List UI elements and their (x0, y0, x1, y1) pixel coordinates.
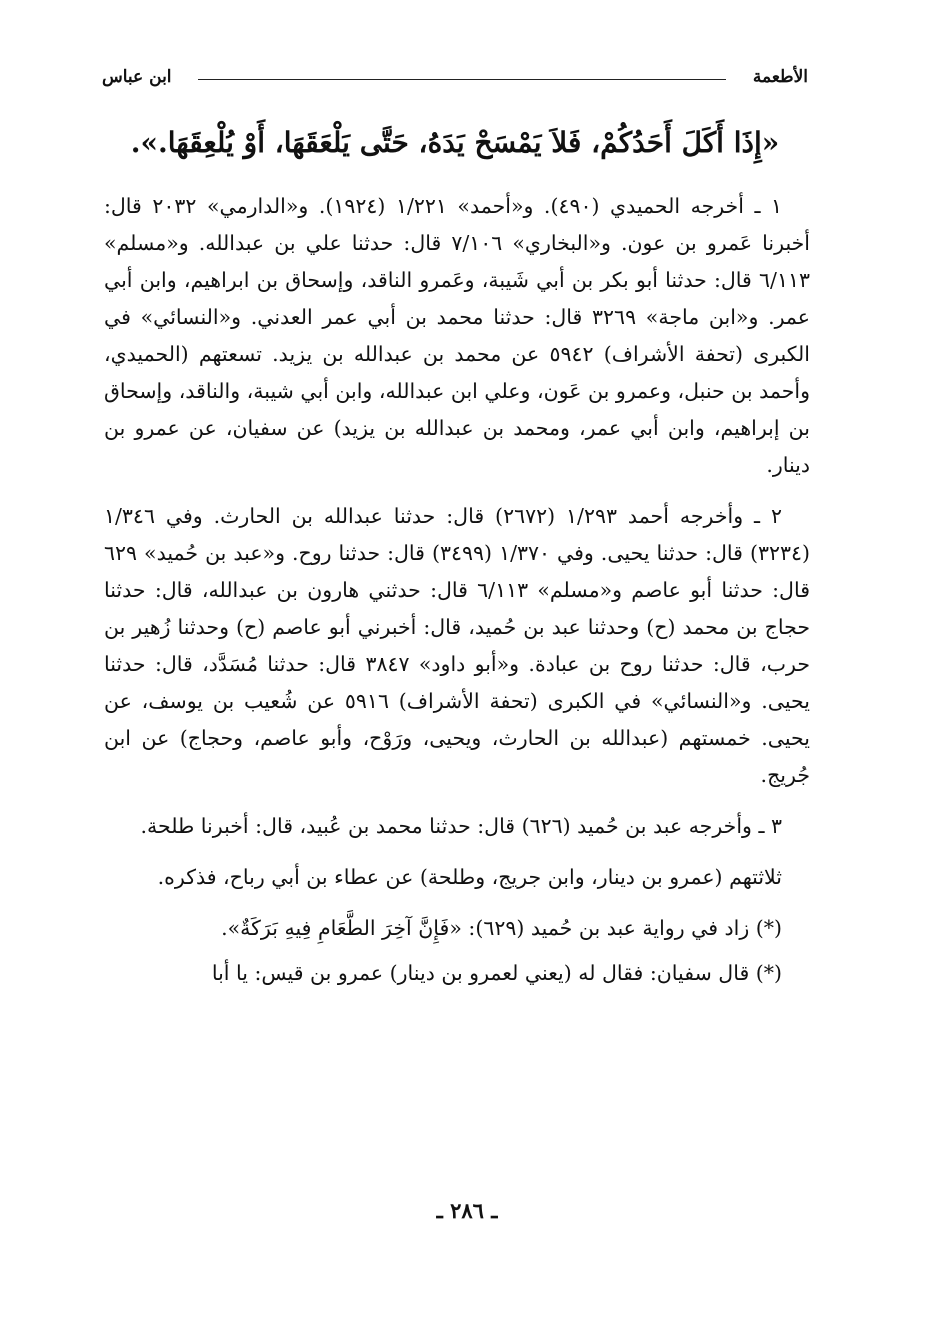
page-number: ـ ٢٨٦ ـ (436, 1198, 498, 1223)
paragraph-1: ١ ـ أخرجه الحميدي (٤٩٠). و«أحمد» ١/٢٢١ (١٩٢٤). و«الدارمي» ٢٠٣٢ قال: أخبرنا عَمرو بن عون. و«البخاري» ٧/١٠٦ قال: حدثنا علي بن عبدالله. و«مسلم» ٦/١١٣ قال: حدثنا أبو بكر بن أبي شَيبة، وعَمرو الناقد، وإسحاق بن ابراهيم، وابن أبي عمر. و«ابن ماجة» ٣٢٦٩ قال: حدثنا محمد بن أبي عمر العدني. و«النسائي» في الكبرى (تحفة الأشراف) ٥٩٤٢ عن محمد بن عبدالله بن يزيد. تسعتهم (الحميدي، وأحمد بن حنبل، وعمرو بن عَون، وعلي ابن عبدالله، وابن أبي شيبة، والناقد، وإسحاق بن إبراهيم، وابن أبي عمر، ومحمد بن عبدالله بن يزيد) عن سفيان، عن عمرو بن دينار. (104, 194, 810, 477)
paragraph-3: ٣ ـ وأخرجه عبد بن حُميد (٦٢٦) قال: حدثنا محمد بن عُبيد، قال: أخبرنا طلحة. (140, 814, 782, 838)
header-rule (198, 79, 726, 80)
footnote-2: (*) قال سفيان: فقال له (يعني لعمرو بن دينار) عمرو بن قيس: يا أبا (211, 961, 782, 985)
hadith-text: «إِذَا أَكَلَ أَحَدُكُمْ، فَلاَ يَمْسَحْ يَدَهُ، حَتَّى يَلْعَقَهَا، أَوْ يُلْعِقَهَا.». (130, 126, 780, 159)
running-header (102, 64, 808, 90)
footnote-1: (*) زاد في رواية عبد بن حُميد (٦٢٩): «فَإِنَّ آخِرَ الطَّعَامِ فِيهِ بَرَكَةٌ». (221, 916, 782, 940)
chapter-title: الأطعمة (752, 67, 808, 87)
narrator-name: ابن عباس (102, 67, 172, 87)
paragraph-4: ثلاثتهم (عمرو بن دينار، وابن جريج، وطلحة) عن عطاء بن أبي رباح، فذكره. (157, 865, 782, 889)
commentary-body (104, 188, 810, 1000)
paragraph-2: ٢ ـ وأخرجه أحمد ١/٢٩٣ (٢٦٧٢) قال: حدثنا عبدالله بن الحارث. وفي ١/٣٤٦ (٣٢٣٤) قال: حدثنا يحيى. وفي ١/٣٧٠ (٣٤٩٩) قال: حدثنا روح. و«عبد بن حُميد» ٦٢٩ قال: حدثنا أبو عاصم و«مسلم» ٦/١١٣ قال: حدثني هارون بن عبدالله، قال: حدثنا حجاج بن محمد (ح) وحدثنا عبد بن حُميد، قال: أخبرني أبو عاصم (ح) وحدثنا زُهير بن حرب، قال: حدثنا روح بن عبادة. و«أبو داود» ٣٨٤٧ قال: حدثنا مُسَدَّد، قال: حدثنا يحيى. و«النسائي» في الكبرى (تحفة الأشراف) ٥٩١٦ عن شُعيب بن يوسف، عن يحيى. خمستهم (عبدالله بن الحارث، ويحيى، ورَوْح، وأبو عاصم، وحجاج) عن ابن جُريج. (104, 504, 811, 787)
